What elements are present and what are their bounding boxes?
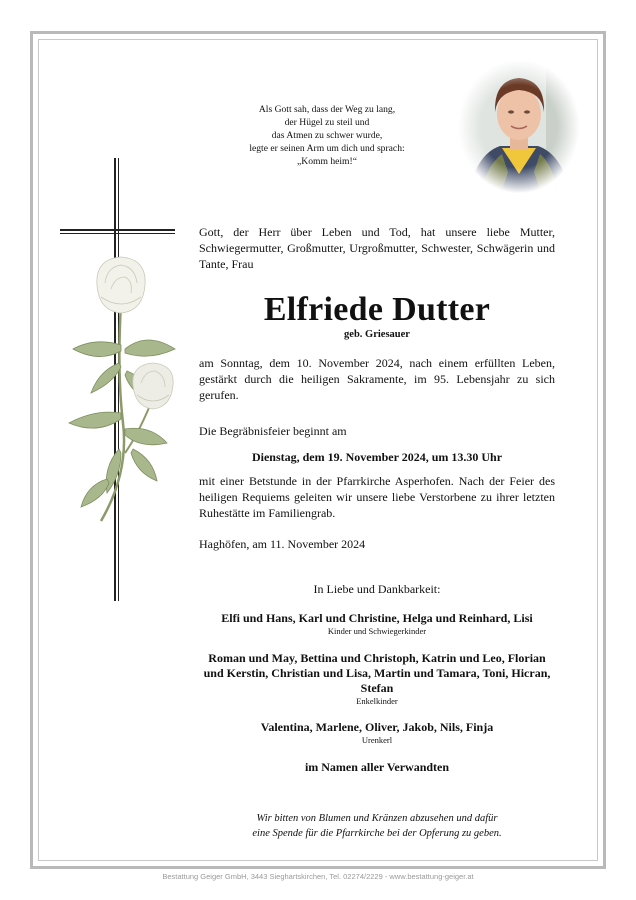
poem-line: der Hügel zu steil und [284,117,370,128]
intro-text: Gott, der Herr über Leben und Tod, hat unsere liebe Mutter, Schwiegermutter, Großmutter, Urgroßmutter, Schwester, Schwägerin und Tante, Frau [199,225,555,271]
poem [232,103,422,168]
cross-horizontal-bar [60,233,175,234]
donation-request-line: Wir bitten von Blumen und Kränzen abzusehen und dafür [256,813,498,824]
mourner-role: Enkelkinder [356,696,398,706]
death-announcement: am Sonntag, dem 10. November 2024, nach einem erfüllten Leben, gestärkt durch die heiligen Sakramente, im 95. Lebensjahr zu sich gerufen. [199,356,555,402]
mourner-names: Valentina, Marlene, Oliver, Jakob, Nils, Finja [260,720,494,734]
mourner-group [199,720,555,746]
mourner-group [199,651,555,707]
thanks-heading: In Liebe und Dankbarkeit: [313,582,441,596]
mourner-group [199,760,555,775]
mourner-role: Kinder und Schwiegerkinder [327,626,427,636]
mourner-group [199,611,555,637]
white-roses-illustration [55,253,190,543]
mourner-names: Roman und May, Bettina und Christoph, Katrin und Leo, Florian und Kerstin, Christian und Lisa, Martin und Tamara, Toni, Hicran, Stefan [203,651,551,695]
mourner-role: Urenkerl [361,735,393,745]
deceased-name: Elfriede Dutter [263,291,491,328]
funeral-datetime: Dienstag, dem 19. November 2024, um 13.30 Uhr [251,450,503,464]
donation-request-line: eine Spende für die Pfarrkirche bei der Opferung zu geben. [252,828,502,839]
maiden-name: geb. Griesauer [344,329,410,340]
cross-horizontal-bar [60,229,175,231]
footer-contact: Bestattung Geiger GmbH, 3443 Sieghartskirchen, Tel. 02274/2229 - www.bestattung-geiger.at [162,872,474,881]
poem-line: Als Gott sah, dass der Weg zu lang, [258,104,396,115]
funeral-intro: Die Begräbnisfeier beginnt am [199,424,347,438]
poem-line: legte er seinen Arm um dich und sprach: [249,143,405,154]
mourner-names: Elfi und Hans, Karl und Christine, Helga und Reinhard, Lisi [221,611,533,625]
mourner-names: im Namen aller Verwandten [304,760,450,774]
donation-request [199,811,555,841]
portrait-photo [458,62,580,196]
funeral-details: mit einer Betstunde in der Pfarrkirche Asperhofen. Nach der Feier des heiligen Requiems geleiten wir unsere liebe Verstorbene zu ihrer letzten Ruhestätte im Familiengrab. [199,474,555,520]
poem-line: „Komm heim!“ [297,156,357,167]
place-date: Haghöfen, am 11. November 2024 [199,537,366,551]
poem-line: das Atmen zu schwer wurde, [271,130,383,141]
